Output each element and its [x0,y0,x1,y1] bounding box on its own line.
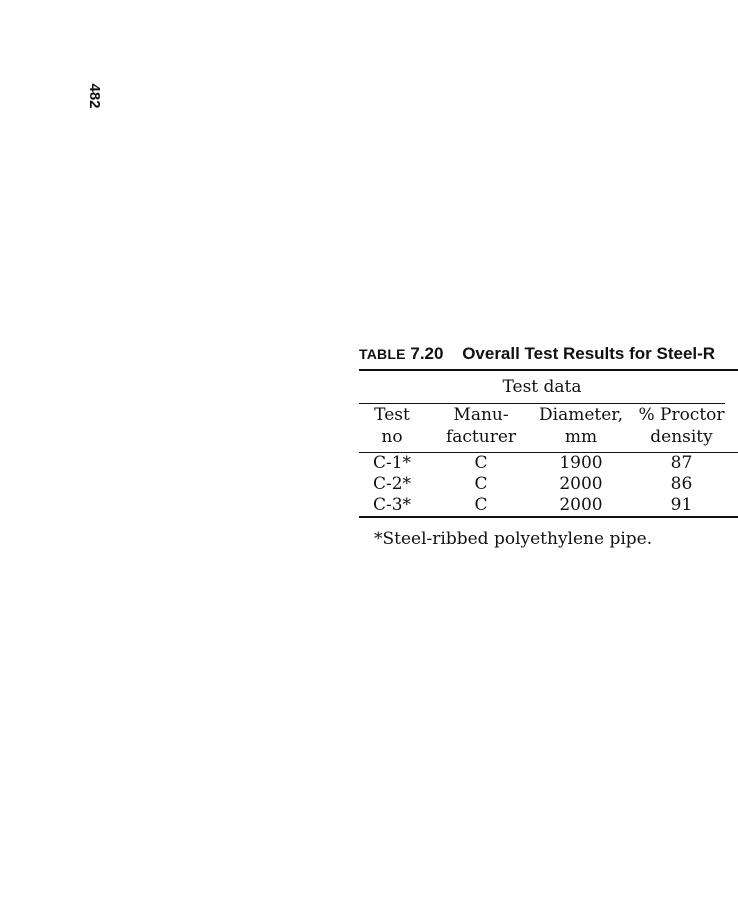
results-table [359,404,738,516]
cell-diameter: 1900 [559,453,603,473]
table-title: Overall Test Results for Steel-R [462,344,716,363]
page-number: 482 [86,83,103,109]
cell-test-no: C-3* [372,495,412,515]
table-bottom-rule [359,516,738,518]
table-number: 7.20 [410,344,444,363]
cell-test-no: C-2* [372,474,412,494]
table-row [359,474,738,495]
column-header-line: % Proctor [638,405,725,425]
column-header-line: facturer [445,427,517,447]
cell-proctor-density: 91 [670,495,693,515]
column-header-line: density [650,427,713,447]
column-header-line: Manu- [453,405,509,425]
column-header-line: mm [564,427,598,447]
table-footnote: *Steel-ribbed polyethylene pipe. [374,529,653,549]
cell-test-no: C-1* [372,453,412,473]
cell-proctor-density: 87 [670,453,693,473]
cell-diameter: 2000 [559,495,603,515]
cell-manufacturer: C [474,495,488,515]
column-header-line: Test [374,405,410,425]
cell-proctor-density: 86 [670,474,693,494]
table-row [359,453,738,474]
column-header-line: Diameter, [539,405,623,425]
column-header-row [359,404,738,452]
table-row [359,495,738,516]
test-data-spanner: Test data [502,377,582,397]
results-table-container [359,369,738,518]
column-header-line: no [381,427,403,447]
column-header-test-no [359,404,425,452]
column-header-proctor-density [625,404,738,452]
cell-diameter: 2000 [559,474,603,494]
column-header-manufacturer [425,404,537,452]
column-header-diameter [537,404,625,452]
table-caption [359,343,738,365]
cell-manufacturer: C [474,453,488,473]
table-label: TABLE [359,346,406,362]
cell-manufacturer: C [474,474,488,494]
